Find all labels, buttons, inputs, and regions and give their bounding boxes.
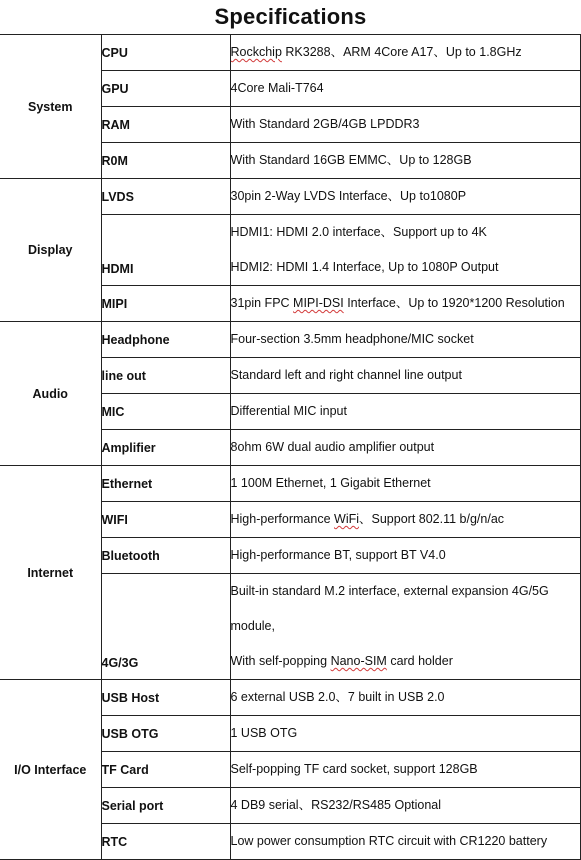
- spec-item-label: Amplifier: [101, 430, 230, 466]
- spec-value-text: card holder: [386, 654, 453, 668]
- spec-value-text: Self-popping TF card socket, support 128GB: [230, 762, 478, 776]
- spec-item-value: [230, 574, 580, 680]
- spec-value-line: [231, 644, 580, 679]
- spec-value-line: [231, 824, 580, 859]
- spec-value-line: [231, 179, 580, 214]
- spec-item-label: Bluetooth: [101, 538, 230, 574]
- spec-item-label: GPU: [101, 71, 230, 107]
- spec-value-text: 30pin 2-Way LVDS Interface、Up to1080P: [230, 189, 467, 203]
- section-label: System: [0, 35, 101, 179]
- spec-item-label: MIC: [101, 394, 230, 430]
- spec-row: [0, 35, 580, 71]
- section-label: Audio: [0, 322, 101, 466]
- spec-value-text: HDMI1: HDMI 2.0 interface、Support up to 4K: [230, 225, 487, 239]
- spell-flagged-word: Rockchip: [230, 45, 282, 59]
- spec-item-label: Headphone: [101, 322, 230, 358]
- spec-value-line: [231, 250, 580, 285]
- spec-value-text: 4Core Mali-T764: [230, 81, 324, 95]
- spec-item-value: [230, 286, 580, 322]
- spec-row: [0, 680, 580, 716]
- spec-value-text: With Standard 16GB EMMC、Up to 128GB: [230, 153, 472, 167]
- section-label: Internet: [0, 466, 101, 680]
- spec-value-line: [231, 143, 580, 178]
- spec-item-value: [230, 322, 580, 358]
- spec-value-text: Standard left and right channel line output: [230, 368, 462, 382]
- spec-value-text: Built-in standard M.2 interface, external expansion 4G/5G: [230, 584, 549, 598]
- spec-item-value: [230, 71, 580, 107]
- spec-item-label: Ethernet: [101, 466, 230, 502]
- spec-item-value: [230, 680, 580, 716]
- spec-row: [0, 322, 580, 358]
- spec-value-text: 8ohm 6W dual audio amplifier output: [230, 440, 435, 454]
- spec-value-line: [231, 358, 580, 393]
- spec-value-text: module,: [230, 619, 275, 633]
- spec-item-value: [230, 35, 580, 71]
- spec-value-text: High-performance: [230, 512, 335, 526]
- spec-item-label: LVDS: [101, 179, 230, 215]
- spec-value-line: [231, 609, 580, 644]
- spec-table: [0, 34, 581, 860]
- spec-value-text: Differential MIC input: [230, 404, 347, 418]
- spec-row: [0, 466, 580, 502]
- spec-value-text: With Standard 2GB/4GB LPDDR3: [230, 117, 420, 131]
- spec-item-value: [230, 179, 580, 215]
- section-label: Display: [0, 179, 101, 322]
- spell-flagged-word: MIPI-DSI: [293, 296, 344, 310]
- spec-value-text: 1 USB OTG: [230, 726, 298, 740]
- spec-value-text: 、Support 802.11 b/g/n/ac: [359, 512, 505, 526]
- spell-flagged-word: WiFi: [334, 512, 360, 526]
- spec-item-value: [230, 502, 580, 538]
- spec-item-label: CPU: [101, 35, 230, 71]
- spec-value-line: [231, 716, 580, 751]
- spec-value-line: [231, 574, 580, 609]
- spec-item-label: MIPI: [101, 286, 230, 322]
- spec-value-text: 4 DB9 serial、RS232/RS485 Optional: [230, 798, 442, 812]
- spec-item-label: Serial port: [101, 788, 230, 824]
- spec-value-line: [231, 215, 580, 250]
- spec-value-text: High-performance BT, support BT V4.0: [230, 548, 446, 562]
- spec-value-line: [231, 466, 580, 501]
- spec-item-value: [230, 143, 580, 179]
- spec-item-value: [230, 215, 580, 286]
- spec-value-line: [231, 502, 580, 537]
- spec-value-line: [231, 788, 580, 823]
- spec-item-label: WIFI: [101, 502, 230, 538]
- spec-item-value: [230, 358, 580, 394]
- spec-item-label: R0M: [101, 143, 230, 179]
- spec-item-value: [230, 788, 580, 824]
- spec-value-text: Interface、Up to 1920*1200 Resolution: [343, 296, 565, 310]
- spec-value-text: 31pin FPC: [230, 296, 294, 310]
- spec-item-value: [230, 752, 580, 788]
- spec-item-value: [230, 538, 580, 574]
- spec-value-text: Four-section 3.5mm headphone/MIC socket: [230, 332, 474, 346]
- spec-value-line: [231, 538, 580, 573]
- spec-item-label: line out: [101, 358, 230, 394]
- spec-item-value: [230, 107, 580, 143]
- spec-value-line: [231, 71, 580, 106]
- spec-value-line: [231, 322, 580, 357]
- spec-value-line: [231, 752, 580, 787]
- spec-value-text: RK3288、ARM 4Core A17、Up to 1.8GHz: [281, 45, 522, 59]
- spec-item-value: [230, 466, 580, 502]
- page-title: Specifications: [214, 4, 367, 29]
- spec-item-value: [230, 716, 580, 752]
- spec-item-label: RTC: [101, 824, 230, 860]
- spec-table-body: [0, 35, 580, 860]
- spec-value-line: [231, 35, 580, 70]
- spec-row: [0, 179, 580, 215]
- spec-value-text: HDMI2: HDMI 1.4 Interface, Up to 1080P Output: [230, 260, 499, 274]
- spec-value-text: 6 external USB 2.0、7 built in USB 2.0: [230, 690, 445, 704]
- spec-value-line: [231, 394, 580, 429]
- spec-item-label: USB OTG: [101, 716, 230, 752]
- spec-item-label: RAM: [101, 107, 230, 143]
- section-label: I/O Interface: [0, 680, 101, 860]
- spec-value-line: [231, 680, 580, 715]
- spec-item-label: 4G/3G: [101, 574, 230, 680]
- spell-flagged-word: Nano-SIM: [330, 654, 387, 668]
- spec-value-text: With self-popping: [230, 654, 331, 668]
- spec-value-text: 1 100M Ethernet, 1 Gigabit Ethernet: [230, 476, 431, 490]
- spec-item-value: [230, 430, 580, 466]
- spec-item-value: [230, 394, 580, 430]
- spec-item-label: HDMI: [101, 215, 230, 286]
- spec-value-line: [231, 430, 580, 465]
- spec-value-line: [231, 107, 580, 142]
- spec-item-label: TF Card: [101, 752, 230, 788]
- spec-item-label: USB Host: [101, 680, 230, 716]
- spec-item-value: [230, 824, 580, 860]
- spec-value-line: [231, 286, 580, 321]
- spec-value-text: Low power consumption RTC circuit with CR1220 battery: [230, 834, 548, 848]
